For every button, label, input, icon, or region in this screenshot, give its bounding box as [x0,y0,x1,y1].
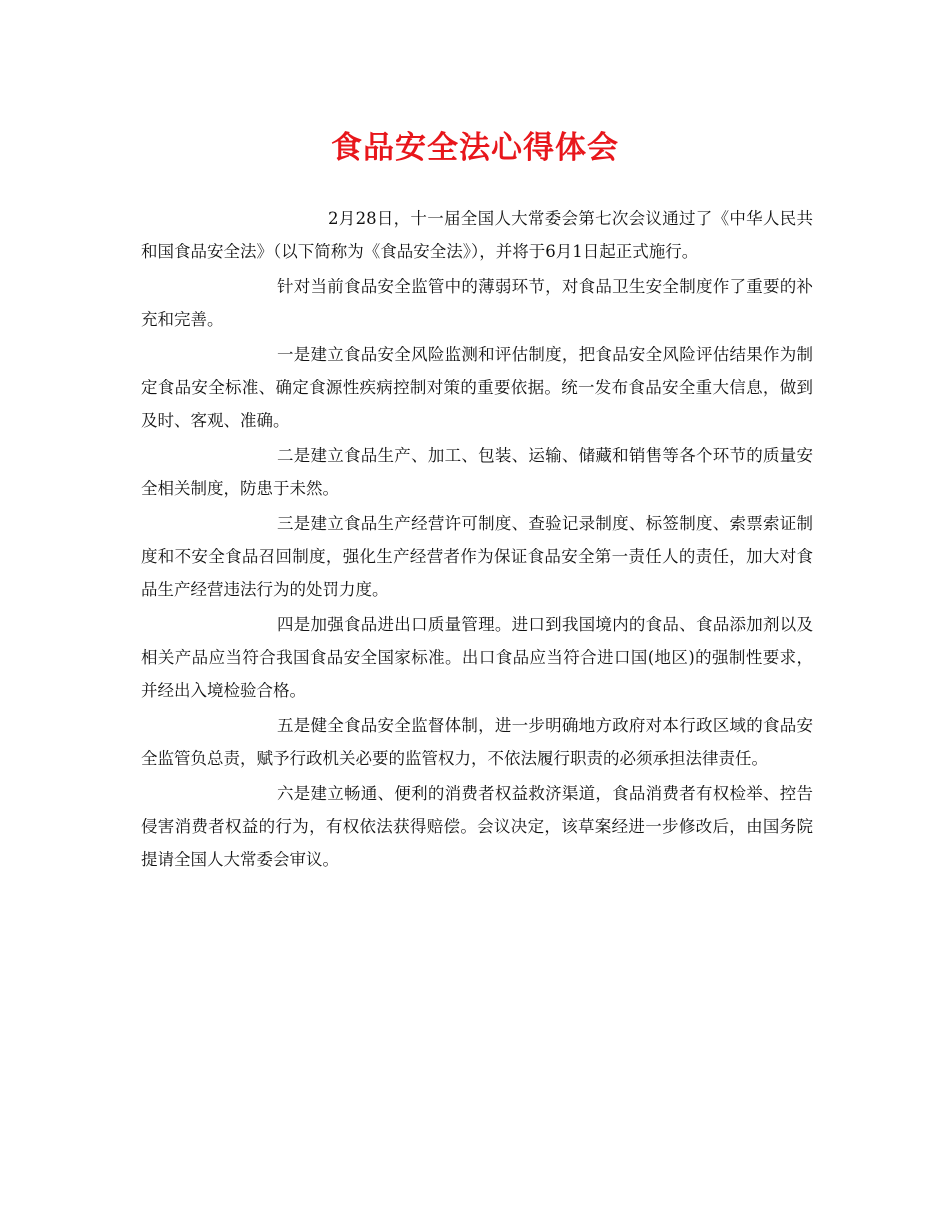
paragraph-point-4: 四是加强食品进出口质量管理。进口到我国境内的食品、食品添加剂以及相关产品应当符合我国食品安全国家标准。出口食品应当符合进口国(地区)的强制性要求，并经出入境检验合格。 [141,615,813,700]
paragraph-point-6: 六是建立畅通、便利的消费者权益救济渠道，食品消费者有权检举、控告侵害消费者权益的行为，有权依法获得赔偿。会议决定，该草案经进一步修改后，由国务院提请全国人大常委会审议。 [141,784,813,869]
paragraph-overview: 针对当前食品安全监管中的薄弱环节，对食品卫生安全制度作了重要的补充和完善。 [141,277,813,329]
document-body [141,202,813,878]
paragraph-point-3: 三是建立食品生产经营许可制度、查验记录制度、标签制度、索票索证制度和不安全食品召回制度，强化生产经营者作为保证食品安全第一责任人的责任，加大对食品生产经营违法行为的处罚力度。 [141,514,813,599]
paragraph-point-5: 五是健全食品安全监督体制，进一步明确地方政府对本行政区域的食品安全监管负总责，赋予行政机关必要的监管权力，不依法履行职责的必须承担法律责任。 [141,716,813,768]
paragraph-intro: 2月28日，十一届全国人大常委会第七次会议通过了《中华人民共和国食品安全法》（以下简称为《食品安全法》），并将于6月1日起正式施行。 [141,209,813,261]
paragraph-point-2: 二是建立食品生产、加工、包装、运输、储藏和销售等各个环节的质量安全相关制度，防患于未然。 [141,446,813,498]
document-title: 食品安全法心得体会 [331,130,619,166]
paragraph-point-1: 一是建立食品安全风险监测和评估制度，把食品安全风险评估结果作为制定食品安全标准、确定食源性疾病控制对策的重要依据。统一发布食品安全重大信息，做到及时、客观、准确。 [141,345,813,430]
